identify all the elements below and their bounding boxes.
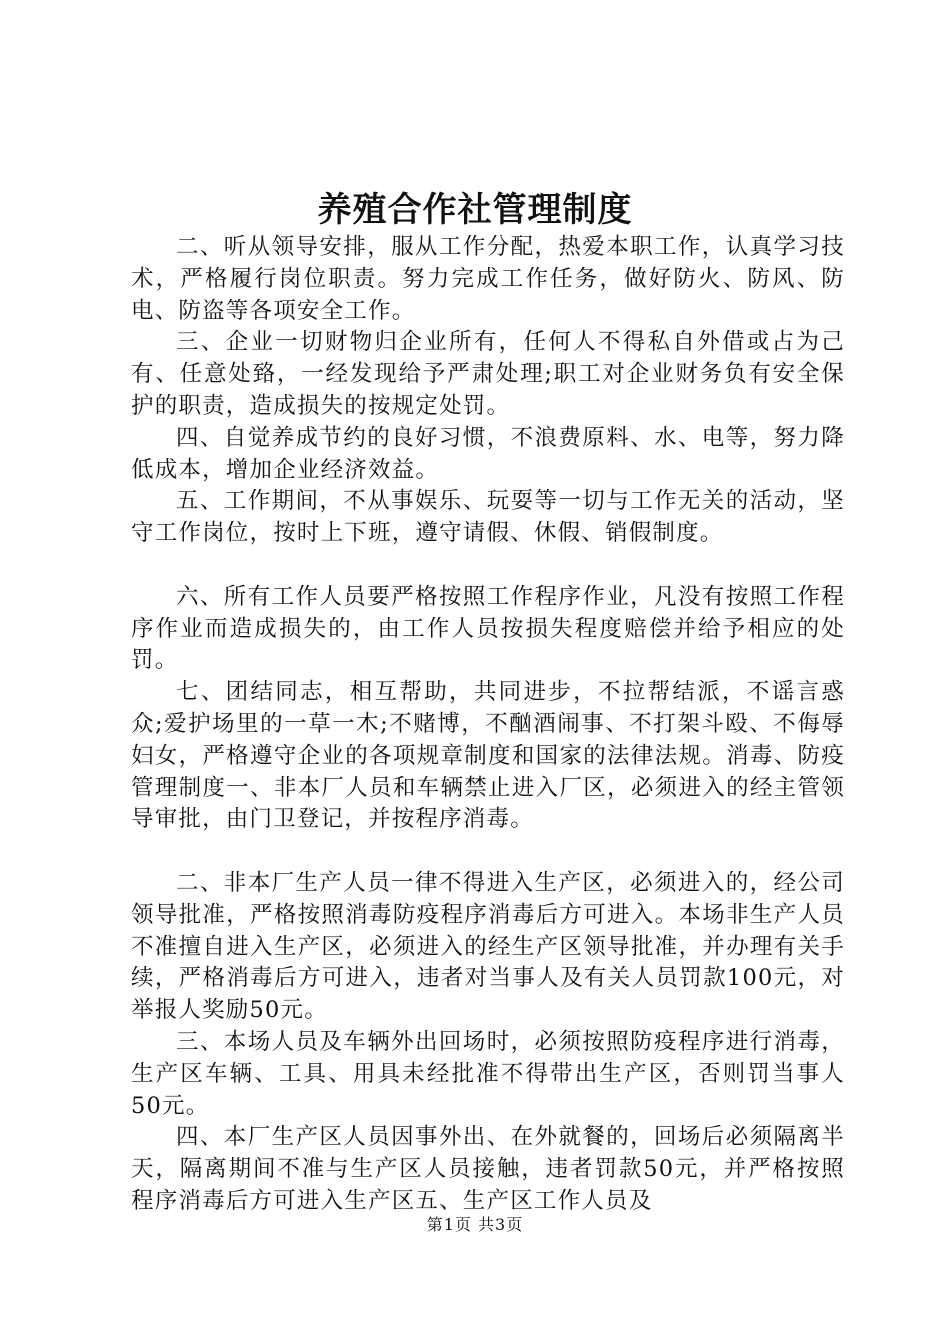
paragraph-6: 六、所有工作人员要严格按照工作程序作业，凡没有按照工作程序作业而造成损失的，由工作人员按损失程度赔偿并给予相应的处罚。 bbox=[131, 583, 845, 674]
paragraph-7: 七、团结同志，相互帮助，共同进步，不拉帮结派，不谣言惑众;爱护场里的一草一木;不赌博，不酗酒闹事、不打架斗殴、不侮辱妇女，严格遵守企业的各项规章制度和国家的法律法规。消毒、防疫管理制度一、非本厂人员和车辆禁止进入厂区，必须进入的经主管领导审批，由门卫登记，并按程序消毒。 bbox=[131, 679, 845, 833]
paragraph-2: 二、听从领导安排，服从工作分配，热爱本职工作，认真学习技术，严格履行岗位职责。努力完成工作任务，做好防火、防风、防电、防盗等各项安全工作。 bbox=[131, 234, 845, 324]
disinfection-paragraph-3: 三、本场人员及车辆外出回场时，必须按照防疫程序进行消毒，生产区车辆、工具、用具未经批准不得带出生产区，否则罚当事人50元。 bbox=[131, 1028, 845, 1119]
paragraph-5: 五、工作期间，不从事娱乐、玩耍等一切与工作无关的活动，坚守工作岗位，按时上下班，遵守请假、休假、销假制度。 bbox=[131, 488, 845, 547]
paragraph-4: 四、自觉养成节约的良好习惯，不浪费原料、水、电等，努力降低成本，增加企业经济效益。 bbox=[131, 424, 845, 483]
document-body bbox=[131, 232, 845, 1218]
disinfection-paragraph-4: 四、本厂生产区人员因事外出、在外就餐的，回场后必须隔离半天，隔离期间不准与生产区人员接触，违者罚款50元，并严格按照程序消毒后方可进入生产区五、生产区工作人员及 bbox=[131, 1124, 845, 1214]
page-number-footer: 第1页 共3页 bbox=[426, 1215, 524, 1234]
document-title: 养殖合作社管理制度 bbox=[317, 190, 633, 230]
disinfection-paragraph-2: 二、非本厂生产人员一律不得进入生产区，必须进入的，经公司领导批准，严格按照消毒防疫程序消毒后方可进入。本场非生产人员不准擅自进入生产区，必须进入的经生产区领导批准，并办理有关手续，严格消毒后方可进入，违者对当事人及有关人员罚款100元，对举报人奖励50元。 bbox=[131, 869, 845, 1024]
paragraph-3: 三、企业一切财物归企业所有，任何人不得私自外借或占为己有、任意处臵，一经发现给予严肃处理;职工对企业财务负有安全保护的职责，造成损失的按规定处罚。 bbox=[131, 329, 845, 419]
